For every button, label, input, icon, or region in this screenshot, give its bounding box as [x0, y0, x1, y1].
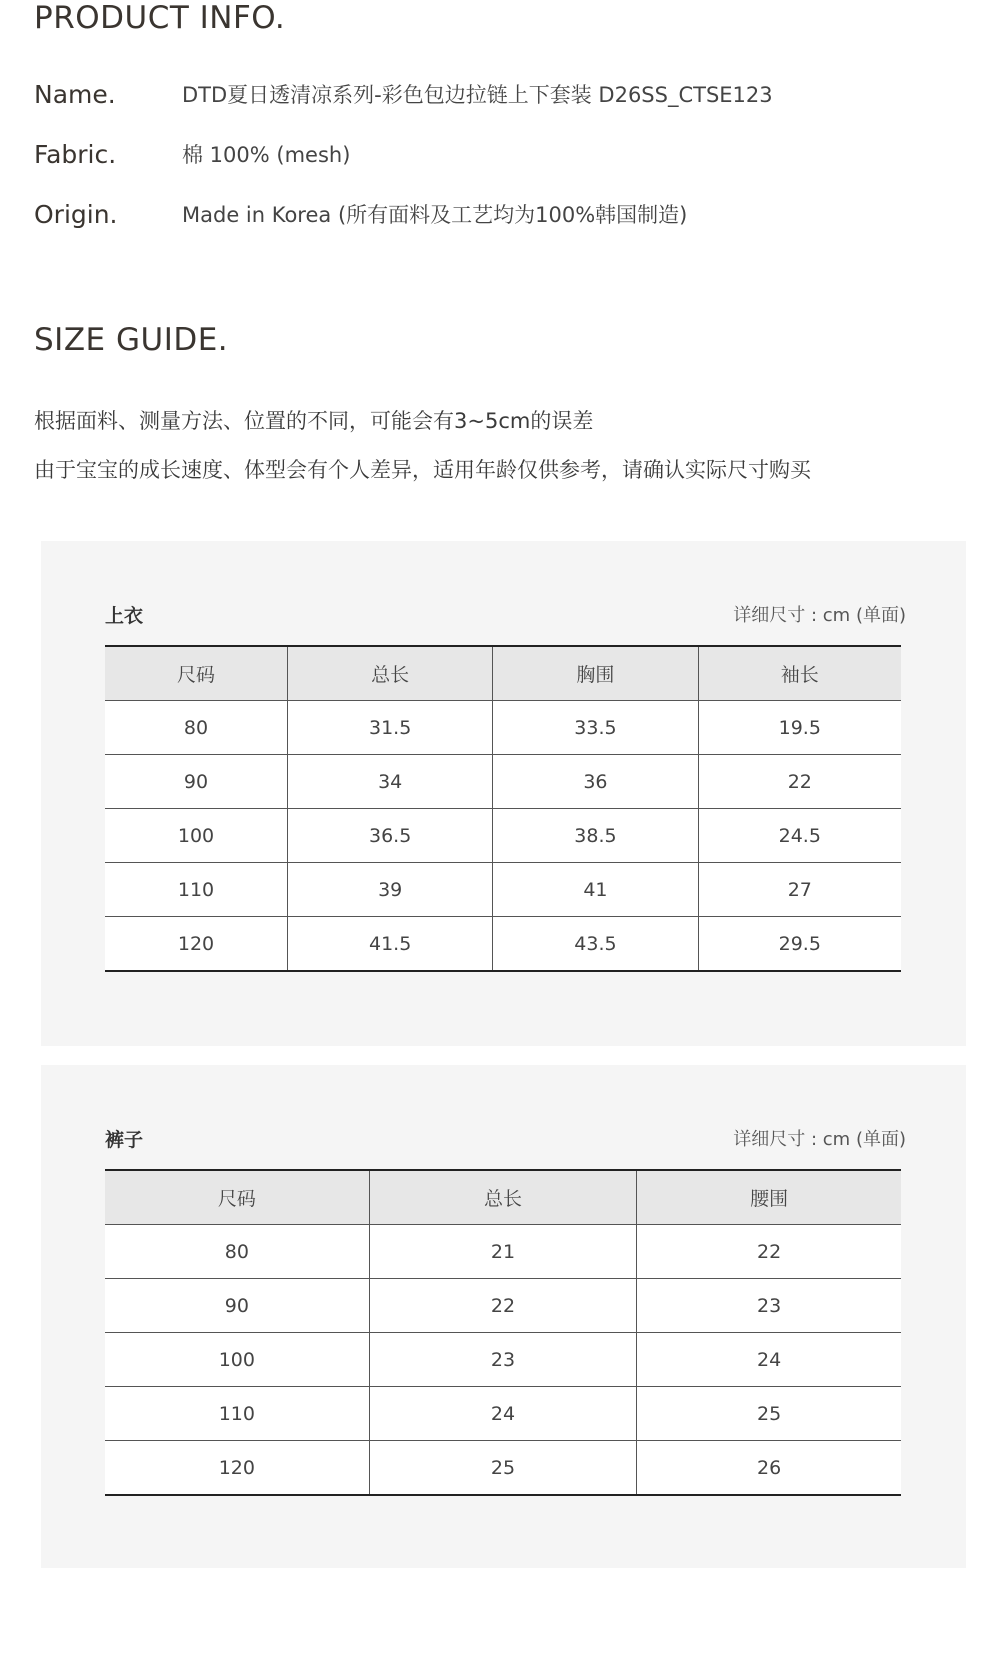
header-cell: 总长: [288, 646, 493, 701]
table-cell: 23: [637, 1279, 901, 1333]
table-row: [105, 1225, 901, 1279]
size-note-age: 由于宝宝的成长速度、体型会有个人差异，适用年龄仅供参考，请确认实际尺寸购买: [34, 458, 811, 482]
info-value-fabric: 棉 100% (mesh): [182, 143, 351, 167]
info-label-name: Name.: [34, 79, 116, 109]
table-cell: 25: [637, 1387, 901, 1441]
header-cell: 尺码: [105, 646, 288, 701]
info-row-origin: [34, 196, 687, 232]
table-cell: 100: [105, 1333, 369, 1387]
table-cell: 100: [105, 809, 288, 863]
pants-size-table: [105, 1169, 901, 1496]
table-cell: 38.5: [493, 809, 698, 863]
table-cell: 24.5: [698, 809, 901, 863]
table-cell: 23: [369, 1333, 637, 1387]
top-size-table: [105, 645, 901, 972]
info-row-fabric: [34, 136, 350, 172]
table-cell: 41: [493, 863, 698, 917]
table-cell: 26: [637, 1441, 901, 1496]
info-label-origin: Origin.: [34, 199, 118, 229]
table-cell: 22: [637, 1225, 901, 1279]
header-cell: 腰围: [637, 1170, 901, 1225]
pants-table-unit: 详细尺寸 : cm (单面): [733, 1129, 906, 1150]
table-cell: 22: [698, 755, 901, 809]
table-row: [105, 701, 901, 755]
table-cell: 21: [369, 1225, 637, 1279]
header-cell: 总长: [369, 1170, 637, 1225]
table-cell: 90: [105, 755, 288, 809]
table-cell: 110: [105, 863, 288, 917]
table-row: [105, 1333, 901, 1387]
table-cell: 80: [105, 701, 288, 755]
header-cell: 尺码: [105, 1170, 369, 1225]
table-cell: 36: [493, 755, 698, 809]
table-cell: 24: [637, 1333, 901, 1387]
top-table-unit: 详细尺寸 : cm (单面): [733, 605, 906, 626]
table-cell: 25: [369, 1441, 637, 1496]
table-cell: 34: [288, 755, 493, 809]
table-row: [105, 917, 901, 972]
table-row: [105, 863, 901, 917]
header-cell: 胸围: [493, 646, 698, 701]
table-cell: 110: [105, 1387, 369, 1441]
table-cell: 41.5: [288, 917, 493, 972]
table-cell: 22: [369, 1279, 637, 1333]
pants-size-panel: [41, 1065, 966, 1568]
info-row-name: [34, 76, 773, 112]
table-row: [105, 809, 901, 863]
table-cell: 24: [369, 1387, 637, 1441]
info-value-origin: Made in Korea (所有面料及工艺均为100%韩国制造): [182, 203, 688, 227]
table-cell: 31.5: [288, 701, 493, 755]
table-cell: 33.5: [493, 701, 698, 755]
table-cell: 120: [105, 917, 288, 972]
top-table-title: 上衣: [105, 605, 144, 627]
header-cell: 袖长: [698, 646, 901, 701]
table-cell: 36.5: [288, 809, 493, 863]
table-cell: 43.5: [493, 917, 698, 972]
table-row: [105, 1279, 901, 1333]
table-cell: 120: [105, 1441, 369, 1496]
size-note-tolerance: 根据面料、测量方法、位置的不同，可能会有3~5cm的误差: [34, 409, 594, 433]
table-row: [105, 1387, 901, 1441]
table-cell: 29.5: [698, 917, 901, 972]
table-cell: 39: [288, 863, 493, 917]
top-size-panel: [41, 541, 966, 1046]
table-cell: 19.5: [698, 701, 901, 755]
pants-table-title: 裤子: [105, 1129, 144, 1151]
info-value-name: DTD夏日透清凉系列-彩色包边拉链上下套装 D26SS_CTSE123: [182, 83, 773, 107]
product-info-title: PRODUCT INFO.: [34, 0, 286, 36]
table-cell: 27: [698, 863, 901, 917]
table-header-row: [105, 1170, 901, 1225]
info-label-fabric: Fabric.: [34, 139, 117, 169]
table-cell: 90: [105, 1279, 369, 1333]
table-row: [105, 755, 901, 809]
table-cell: 80: [105, 1225, 369, 1279]
table-header-row: [105, 646, 901, 701]
size-guide-title: SIZE GUIDE.: [34, 322, 229, 358]
table-row: [105, 1441, 901, 1496]
